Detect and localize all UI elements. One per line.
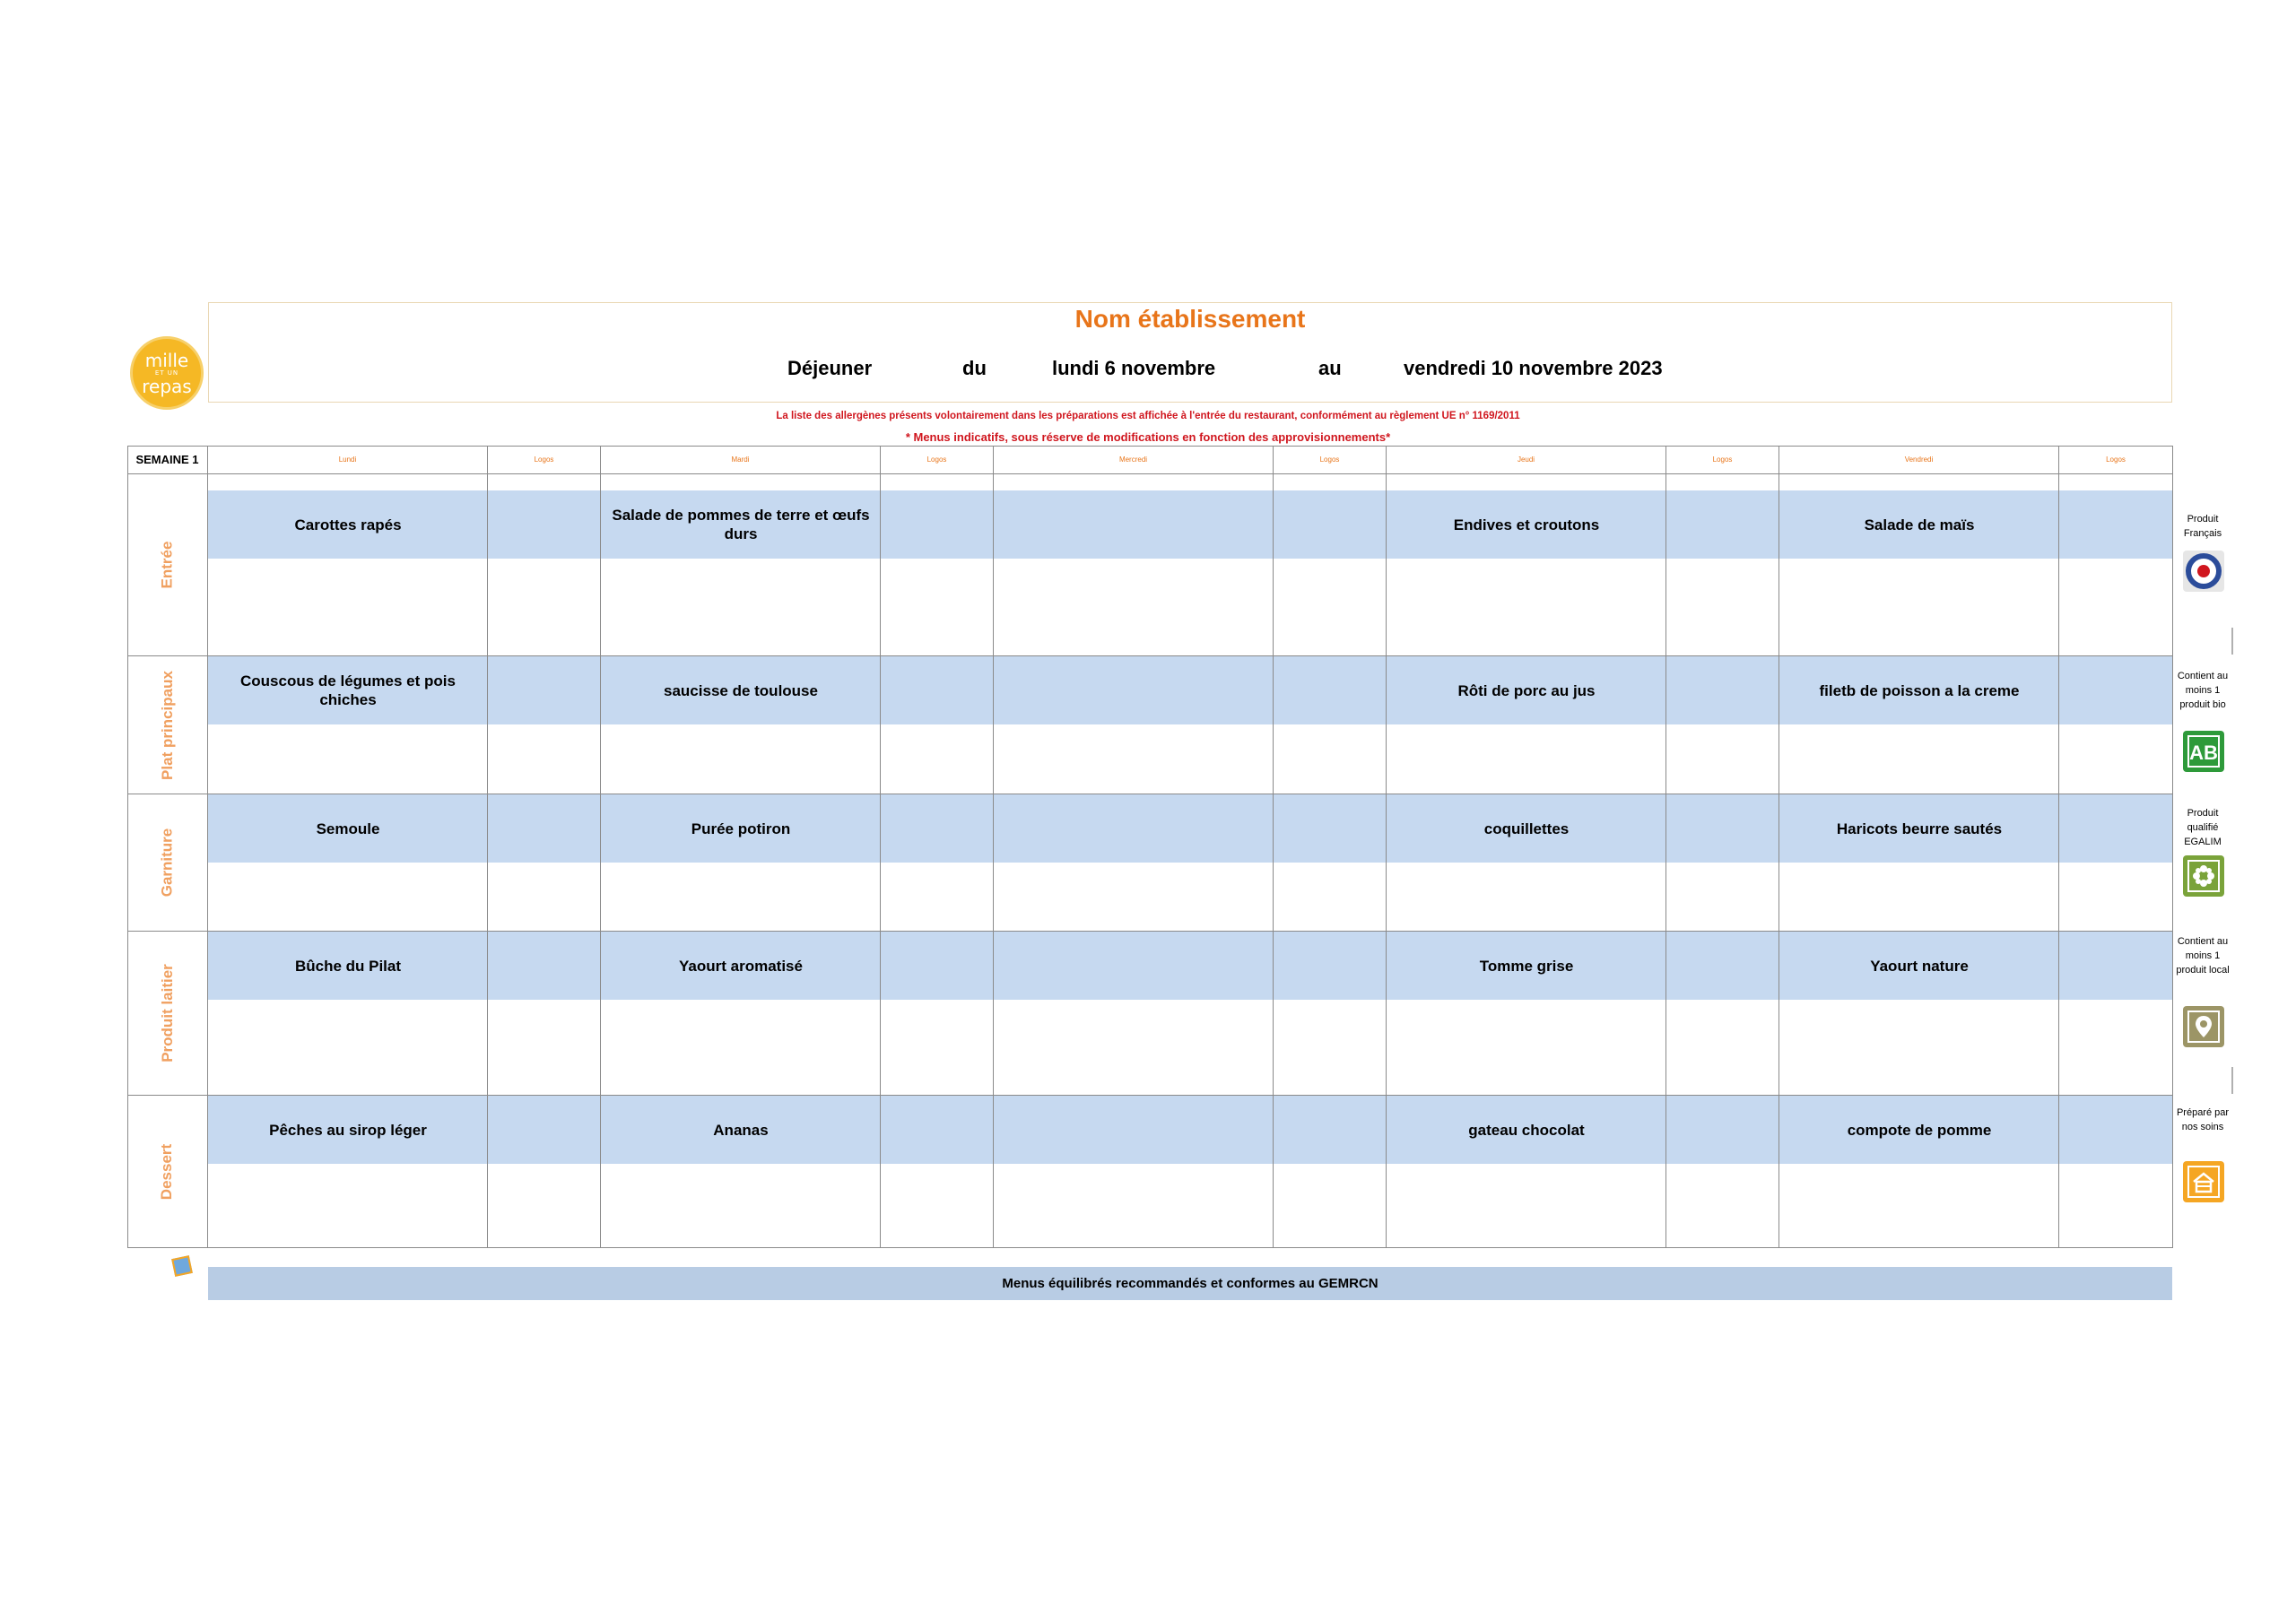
logos-column-header: Logos (488, 446, 601, 474)
category-cell (127, 656, 208, 794)
svg-text:AB: AB (2189, 742, 2218, 764)
category-cell (127, 794, 208, 932)
logo-cell (1666, 932, 1779, 1096)
dish-name: Yaourt aromatisé (679, 957, 803, 975)
note-icon (171, 1255, 193, 1277)
dish-name: Pêches au sirop léger (269, 1121, 427, 1139)
logo-cell (488, 932, 601, 1096)
dish-name: Couscous de légumes et pois chiches (240, 672, 456, 708)
location-pin-icon (2183, 1006, 2224, 1047)
allergen-notice: La liste des allergènes présents volontairement dans les préparations est affichée à l'entrée du restaurant, conformément au règlement UE n° 1169/2011 (776, 411, 1520, 421)
logo-text-middle: ET UN (154, 369, 179, 377)
logo-text-top: mille (144, 349, 189, 371)
logo-cell (881, 656, 994, 794)
logo-cell (2059, 932, 2173, 1096)
indicative-notice: * Menus indicatifs, sous réserve de modifications en fonction des approvisionnements* (905, 430, 1391, 444)
dish-name: coquillettes (1483, 820, 1570, 837)
logo-cell (2059, 656, 2173, 794)
logo-cell (2059, 794, 2173, 932)
meal-label: Déjeuner (787, 357, 873, 379)
logos-column-header: Logos (881, 446, 994, 474)
logo-cell (1274, 656, 1387, 794)
logo-cell (2059, 1096, 2173, 1248)
day-column-header: Jeudi (1387, 446, 1666, 474)
dish-name: Salade de maïs (1864, 516, 1975, 533)
establishment-name: Nom établissement (1074, 305, 1306, 333)
logo-cell (1666, 1096, 1779, 1248)
dish-name: Ananas (713, 1121, 769, 1139)
category-label: Entrée (158, 541, 176, 589)
dish-name: Yaourt nature (1870, 957, 1969, 975)
dish-name (994, 932, 1274, 1000)
dish-name (994, 490, 1274, 559)
dish-name: compote de pomme (1847, 1121, 1992, 1139)
day-column-header: Lundi (208, 446, 488, 474)
logo-cell (881, 1096, 994, 1248)
dish-name: Haricots beurre sautés (1836, 820, 2003, 837)
category-label: Plat principaux (158, 670, 176, 780)
dish-name: Endives et croutons (1453, 516, 1600, 533)
category-cell (127, 1096, 208, 1248)
dish-name: Bûche du Pilat (294, 957, 402, 975)
to-date: vendredi 10 novembre 2023 (1404, 357, 1663, 379)
day-column-header: Mercredi (994, 446, 1274, 474)
dish-name: saucisse de toulouse (664, 681, 818, 699)
logo-cell (1666, 794, 1779, 932)
logo-cell (1274, 474, 1387, 656)
menu-header (208, 302, 2172, 403)
logo-cell (1274, 794, 1387, 932)
week-label: SEMAINE 1 (127, 446, 208, 474)
logo-cell (488, 656, 601, 794)
ab-bio-icon (2183, 731, 2224, 772)
to-label: au (1318, 357, 1342, 379)
day-column-header: Vendredi (1779, 446, 2059, 474)
logo-cell (488, 794, 601, 932)
logo-cell (2059, 474, 2173, 656)
dish-name: Purée potiron (691, 820, 791, 837)
logos-column-header: Logos (1666, 446, 1779, 474)
category-label: Dessert (158, 1143, 176, 1200)
legend-label-homemade: Préparé par nos soins (2176, 1107, 2230, 1132)
logo-cell (1274, 932, 1387, 1096)
legend-divider (2231, 628, 2233, 655)
logo-cell (488, 474, 601, 656)
dish-name (994, 656, 1274, 724)
dish-name: Carottes rapés (294, 516, 402, 533)
logo-text-bottom: repas (142, 375, 192, 397)
egalim-flower-icon (2183, 855, 2224, 897)
dish-name (994, 794, 1274, 863)
dish-name: Rôti de porc au jus (1457, 681, 1596, 699)
legend-divider (2231, 1067, 2233, 1094)
logo-cell (488, 1096, 601, 1248)
logo-cell (1274, 1096, 1387, 1248)
french-roundel-icon (2183, 551, 2224, 592)
from-label: du (962, 357, 987, 379)
logo-cell (881, 932, 994, 1096)
logo-cell (881, 794, 994, 932)
logos-column-header: Logos (1274, 446, 1387, 474)
legend-label-egalim: Produit qualifié EGALIM (2184, 808, 2222, 847)
category-label: Garniture (158, 828, 176, 898)
legend-label-french: Produit Français (2183, 514, 2222, 539)
brand-logo (130, 336, 204, 410)
logo-cell (1666, 474, 1779, 656)
category-cell (127, 932, 208, 1096)
legend-label-local: Contient au moins 1 produit local (2176, 936, 2230, 976)
dish-name: gateau chocolat (1468, 1121, 1585, 1139)
dish-name: Tomme grise (1479, 957, 1574, 975)
dish-name: Salade de pommes de terre et œufs durs (612, 507, 870, 542)
day-column-header: Mardi (601, 446, 881, 474)
dish-name: filetb de poisson a la creme (1819, 681, 2020, 699)
house-icon (2183, 1161, 2224, 1202)
dish-name: Semoule (316, 820, 380, 837)
footer-banner: Menus équilibrés recommandés et conformes au GEMRCN (208, 1267, 2172, 1300)
from-date: lundi 6 novembre (1052, 357, 1216, 379)
logo-cell (881, 474, 994, 656)
logo-cell (1666, 656, 1779, 794)
logos-column-header: Logos (2059, 446, 2173, 474)
category-label: Produit laitier (158, 964, 176, 1063)
legend-label-bio: Contient au moins 1 produit bio (2177, 671, 2229, 710)
category-cell (127, 474, 208, 656)
dish-name (994, 1096, 1274, 1164)
